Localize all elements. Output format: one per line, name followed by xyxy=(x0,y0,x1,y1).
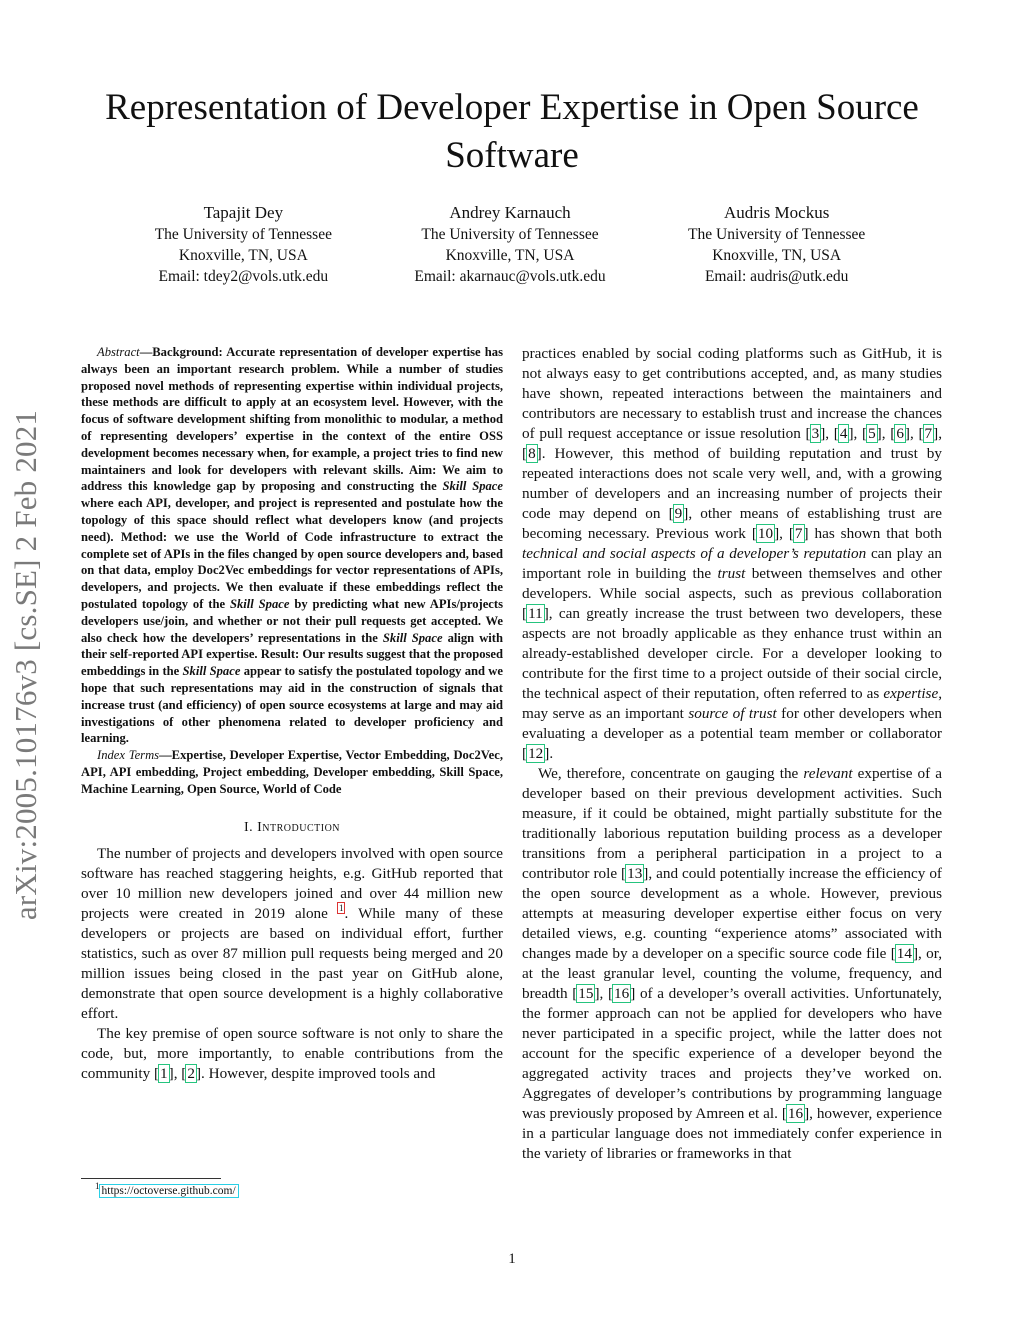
author-email: Email: audris@utk.edu xyxy=(704,268,849,285)
intro-paragraph-3: practices enabled by social coding platforms such as GitHub, it is not always easy to get contributions accepted, and, as many studies have shown, repeated interactions between the maintainers and contributors are necessary to establish trust and increase the chances of pull request acceptance or issue resolution [3], [4], [5], [6], [7], [8]. However, this method of building reputation and trust by repeated interactions does not scale very well, and, with a growing number of developers and an increasing number of projects their code may depend on [9], other means of establishing trust are becoming necessary. Previous work [10], [7] has shown that both technical and social aspects of a developer’s reputation can play an important role in building the trust between themselves and other developers. While social aspects, such as previous collaboration [11], can greatly increase the trust between two developers, these aspects are not broadly applicable as they enhance trust within an already-established developer circle. For a developer looking to contribute for the first time to a project outside of their social circle, the technical aspect of their reputation, often referred to as expertise, may serve as an important source of trust for other developers when evaluating a developer as a potential team member or collaborator [12]. xyxy=(522,345,943,762)
citation-link[interactable]: 4 xyxy=(839,425,848,442)
abstract: Abstract—Background: Accurate representation of developer expertise has always been an important research problem. While a number of studies proposed novel methods of representing expertise within individual projects, these methods are difficult to apply at an ecosystem level. However, with the focus of software development shifting from monolithic to modular, a method of representing developers’ expertise in the context of the entire OSS development becomes necessary when, for example, a project tries to find new maintainers and look for developers with relevant skills. Aim: We aim to address this knowledge gap by proposing and constructing the Skill Space where each API, developer, and project is represented and postulate how the topology of this space should reflect what developers know (and projects need). Method: we use the World of Code infrastructure to extract the complete set of APIs in the files changed by open source developers and, based on that data, employ Doc2Vec embeddings for vector representations of APIs, developers, and projects. We then evaluate if these embeddings reflect the postulated topology of the Skill Space by predicting what new APIs/projects developers use/join, and whether or not their pull requests get accepted. We also check how the developers’ representations in the Skill Space align with their self-reported API expertise. Result: Our results suggest that the proposed embeddings in the Skill Space appear to satisfy the postulated topology and we hope that such representations may aid in the construction of signals that increase trust (and efficiency) of open source ecosystems at large and may aid investigations of other phenomena related to developer proficiency and learning. xyxy=(81,345,503,746)
citation-link[interactable]: 8 xyxy=(528,445,536,462)
author-email: Email: tdey2@vols.utk.edu xyxy=(158,268,329,285)
index-terms: Index Terms—Expertise, Developer Expertise, Vector Embedding, Doc2Vec, API, API embedding, Project embedding, Developer embedding, Skill Space, Machine Learning, Open Source, World of Code xyxy=(81,748,504,796)
footnote-mark: 1 xyxy=(95,1181,100,1192)
citation-link[interactable]: 9 xyxy=(674,505,683,522)
citation-link[interactable]: 13 xyxy=(627,865,643,882)
citation-link[interactable]: 5 xyxy=(868,425,876,442)
footnote-url-link[interactable]: https://octoverse.github.com/ xyxy=(101,1185,236,1197)
author-name: Andrey Karnauch xyxy=(449,203,571,222)
right-column xyxy=(522,344,942,1164)
arxiv-stamp xyxy=(6,370,46,960)
citation-link[interactable]: 7 xyxy=(794,525,803,542)
citation-link[interactable]: 6 xyxy=(896,425,904,442)
footnote xyxy=(95,1181,238,1197)
citation-link[interactable]: 10 xyxy=(757,525,774,542)
author-location: Knoxville, TN, USA xyxy=(178,247,308,264)
page-number: 1 xyxy=(508,1251,516,1267)
citation-link[interactable]: 11 xyxy=(528,605,543,622)
intro-paragraph-2: The key premise of open source software is not only to share the code, but, more importantly, to enable contributions from the community [1], [2]. However, despite improved tools and xyxy=(81,1024,503,1082)
intro-paragraph-1: The number of projects and developers involved with open source software has reached staggering heights, e.g. GitHub reported that over 10 million new developers joined and over 44 million new projects were created in 2019 alone $^1$. While many of these developers or projects are based on individual effort, further statistics, such as over 87 million pull requests being merged and 20 million issues being closed in the past year on GitHub alone, demonstrate that open source development is a highly collaborative effort. xyxy=(81,844,504,1022)
citation-link[interactable]: 12 xyxy=(528,745,544,762)
author-email: Email: akarnauc@vols.utk.edu xyxy=(414,268,606,285)
footnote-divider xyxy=(81,1178,221,1179)
citation-link[interactable]: 15 xyxy=(578,985,594,1002)
author-name: Audris Mockus xyxy=(724,203,830,222)
author-location: Knoxville, TN, USA xyxy=(712,247,842,264)
citation-link[interactable]: 2 xyxy=(187,1064,195,1082)
citation-link[interactable]: 16 xyxy=(787,1105,804,1122)
section-heading-introduction: I. Introduction xyxy=(243,819,341,835)
citation-link[interactable]: 14 xyxy=(896,945,912,962)
author-3 xyxy=(643,202,910,287)
citation-link[interactable]: 7 xyxy=(924,425,933,442)
author-affiliation: The University of Tennessee xyxy=(688,226,866,243)
abstract-label: Abstract xyxy=(97,345,140,359)
author-block xyxy=(110,202,910,287)
citation-link[interactable]: 3 xyxy=(811,425,820,442)
author-name: Tapajit Dey xyxy=(203,203,284,222)
author-location: Knoxville, TN, USA xyxy=(445,247,575,264)
footnote-ref[interactable]: 1 xyxy=(338,903,344,914)
author-2 xyxy=(377,202,644,287)
author-affiliation: The University of Tennessee xyxy=(421,226,599,243)
paper-title: Representation of Developer Expertise in Open Source Software xyxy=(105,87,919,176)
author-affiliation: The University of Tennessee xyxy=(154,226,332,243)
citation-link[interactable]: 16 xyxy=(614,985,630,1002)
intro-paragraph-4: We, therefore, concentrate on gauging the relevant expertise of a developer based on their previous development activities. Such measure, if it could be obtained, might partially substitute for the traditionally laborious reputation building process as a developer transitions from a peripheral participation in a project to a contributor role [13], and could potentially increase the efficiency of the open source development as a whole. However, previous attempts at measuring developer expertise either focus on very detailed views, e.g. counting “experience atoms” associated with changes made by a developer on a specific source code file [14], or, at the least granular level, counting the volume, frequency, and breadth [15], [16] of a developer’s overall activities. Unfortunately, the former approach can not be applied for developers who have never participated in a specific project, while the latter does not account for the specific experience of a developer beyond the aggregated activity traces and projects they’ve worked on. Aggregates of developer’s contributions by programming language was previously proposed by Amreen et al. [16], however, experience in a particular language does not immediately confer experience in the variety of libraries or frameworks in that xyxy=(522,765,942,1162)
left-column xyxy=(81,344,503,1084)
citation-link[interactable]: 1 xyxy=(160,1064,168,1082)
arxiv-id[interactable]: arXiv:2005.10176v3 [cs.SE] 2 Feb 2021 xyxy=(8,409,43,921)
author-1 xyxy=(110,202,377,287)
